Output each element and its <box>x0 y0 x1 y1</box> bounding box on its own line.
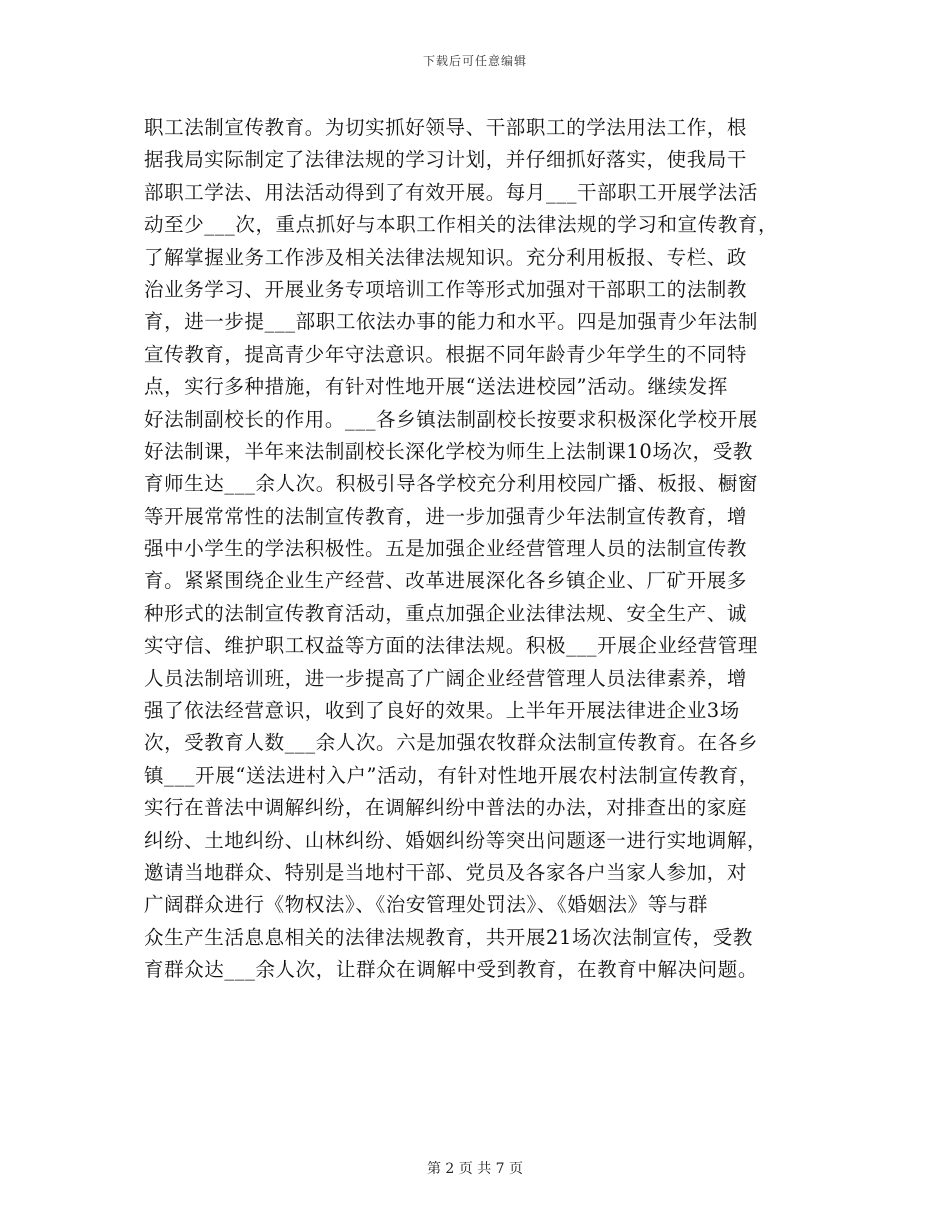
body-line: 动至少___次，重点抓好与本职工作相关的法律法规的学习和宣传教育， <box>144 213 779 237</box>
body-line: 宣传教育，提高青少年守法意识。根据不同年龄青少年学生的不同特 <box>144 342 748 366</box>
body-line: 据我局实际制定了法律法规的学习计划，并仔细抓好落实，使我局干 <box>144 148 748 172</box>
document-body <box>144 112 824 987</box>
body-line: 育群众达___余人次，让群众在调解中受到教育，在教育中解决问题。 <box>144 958 758 982</box>
body-line: 广阔群众进行《物权法》、《治安管理处罚法》、《婚姻法》等与群 <box>144 893 709 917</box>
body-line: 等开展常常性的法制宣传教育，进一步加强青少年法制宣传教育，增 <box>144 504 748 528</box>
body-line: 治业务学习、开展业务专项培训工作等形式加强对干部职工的法制教 <box>144 277 748 301</box>
body-line: 众生产生活息息相关的法律法规教育，共开展21场次法制宣传，受教 <box>144 925 753 949</box>
page-header: 下载后可任意编辑 <box>422 54 527 68</box>
body-line: 人员法制培训班，进一步提高了广阔企业经营管理人员法律素养，增 <box>144 666 748 690</box>
body-line: 好法制课，半年来法制副校长深化学校为师生上法制课10场次，受教 <box>144 439 753 463</box>
body-line: 育。紧紧围绕企业生产经营、改革进展深化各乡镇企业、厂矿开展多 <box>144 569 748 593</box>
body-line: 了解掌握业务工作涉及相关法律法规知识。充分利用板报、专栏、政 <box>144 245 748 269</box>
body-line: 育师生达___余人次。积极引导各学校充分利用校园广播、板报、橱窗 <box>144 472 758 496</box>
body-line: 实守信、维护职工权益等方面的法律法规。积极___开展企业经营管理 <box>144 634 758 658</box>
body-line: 邀请当地群众、特别是当地村干部、党员及各家各户当家人参加，对 <box>144 860 748 884</box>
body-line: 次，受教育人数___余人次。六是加强农牧群众法制宣传教育。在各乡 <box>144 731 758 755</box>
page-footer: 第 2 页 共 7 页 <box>426 1161 524 1177</box>
body-line: 实行在普法中调解纠纷，在调解纠纷中普法的办法，对排查出的家庭 <box>144 796 748 820</box>
body-line: 种形式的法制宣传教育活动，重点加强企业法律法规、安全生产、诚 <box>144 601 748 625</box>
body-line: 育，进一步提___部职工依法办事的能力和水平。四是加强青少年法制 <box>144 310 758 334</box>
body-line: 好法制副校长的作用。___各乡镇法制副校长按要求积极深化学校开展 <box>144 407 758 431</box>
body-line: 点，实行多种措施，有针对性地开展“送法进校园”活动。继续发挥 <box>144 375 728 399</box>
body-line: 职工法制宣传教育。为切实抓好领导、干部职工的学法用法工作，根 <box>144 116 748 139</box>
body-line: 强了依法经营意识，收到了良好的效果。上半年开展法律进企业3场 <box>144 699 740 723</box>
body-line: 部职工学法、用法活动得到了有效开展。每月___干部职工开展学法活 <box>144 180 758 204</box>
body-line: 强中小学生的学法积极性。五是加强企业经营管理人员的法制宣传教 <box>144 537 748 561</box>
body-line: 纠纷、土地纠纷、山林纠纷、婚姻纠纷等突出问题逐一进行实地调解， <box>144 828 768 852</box>
body-line: 镇___开展“送法进村入户”活动，有针对性地开展农村法制宣传教育， <box>144 763 759 787</box>
